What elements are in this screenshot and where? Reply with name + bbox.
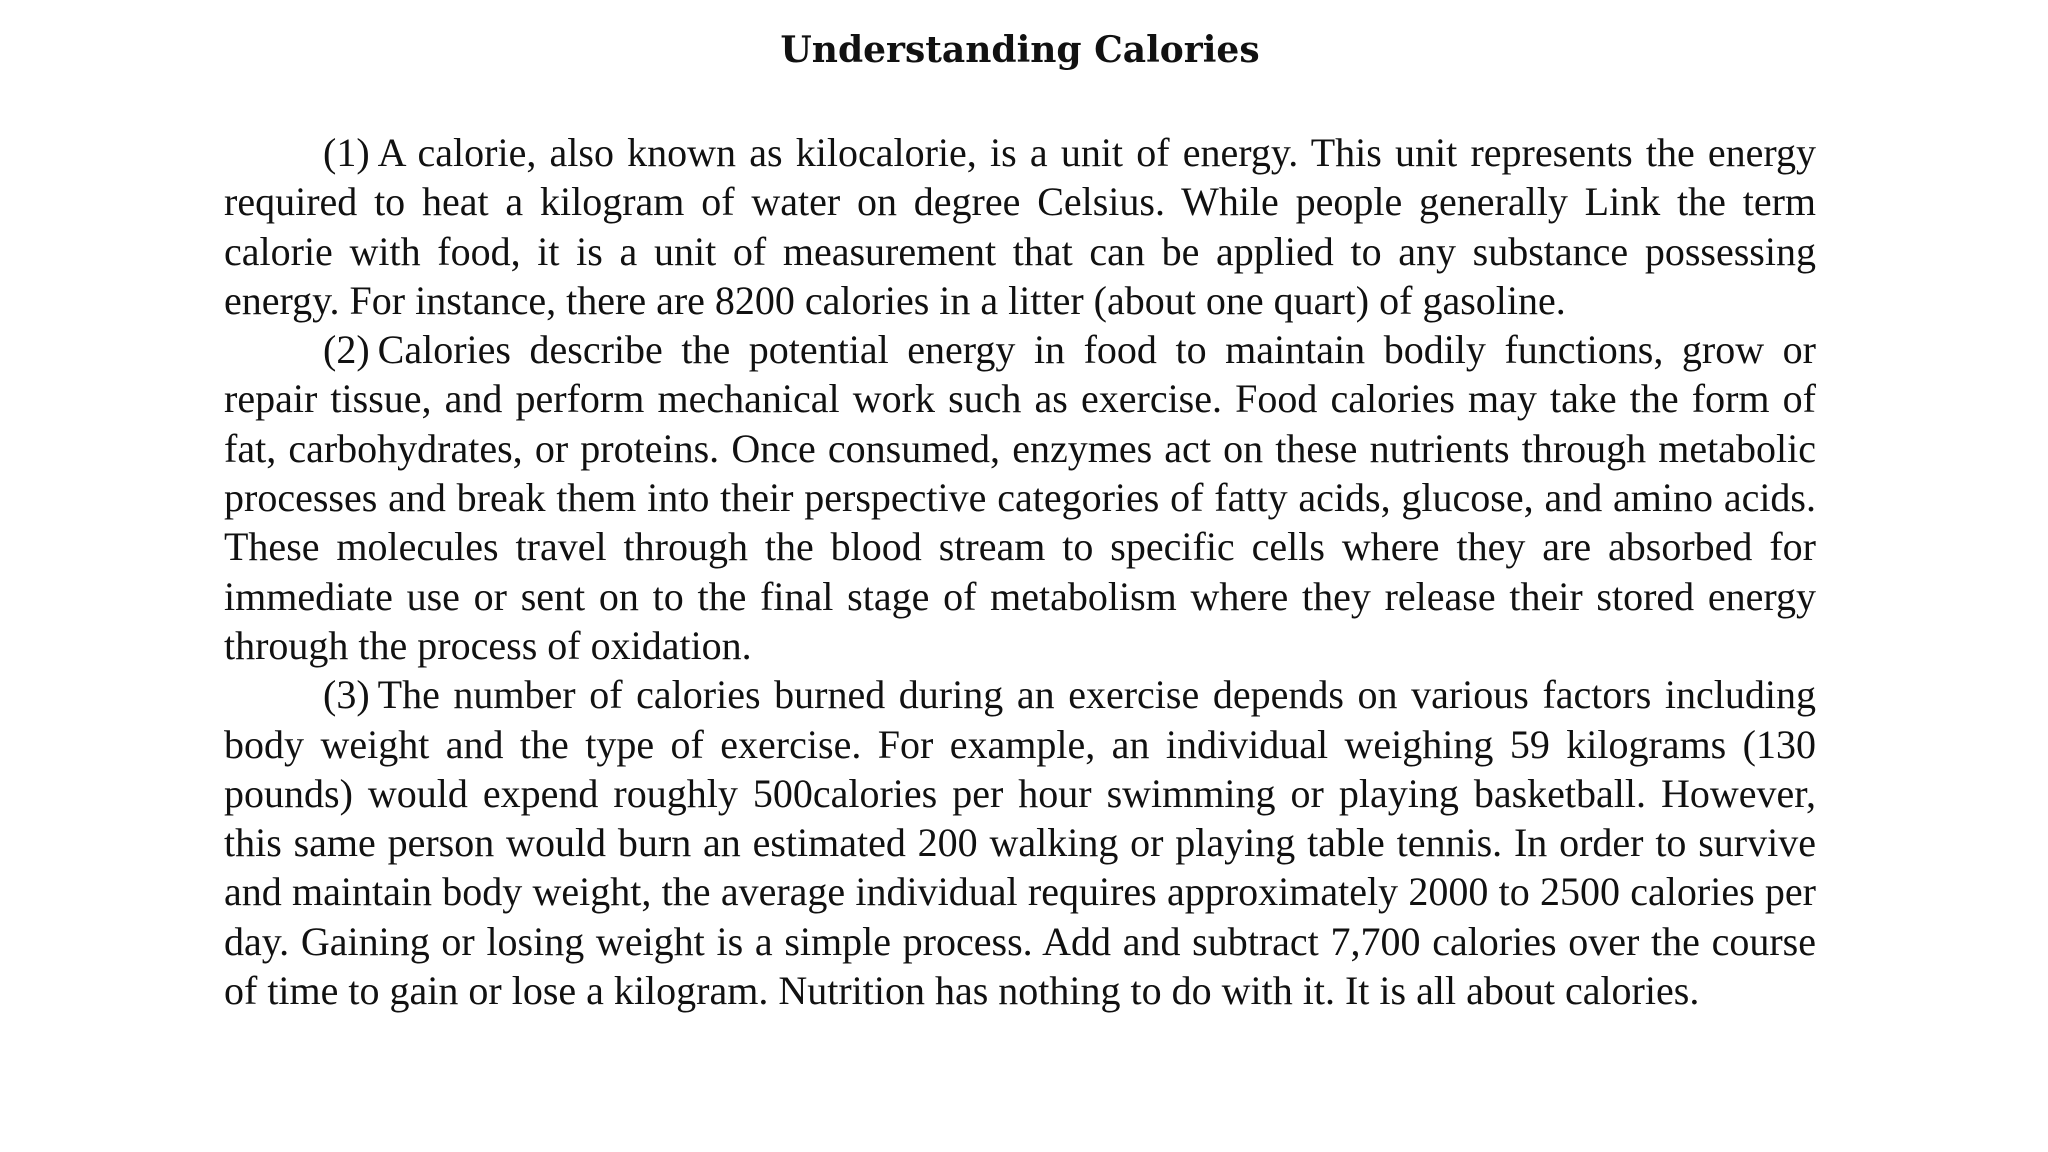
paragraph-number: (2)	[323, 327, 370, 373]
paragraph-number: (3)	[323, 672, 370, 718]
paragraph-1	[224, 128, 1816, 325]
paragraph-text: The number of calories burned during an exercise depends on various factors including body weight and the type of exercise. For example, an individual weighing 59 kilograms (130 pounds) would expend roughly 500calories per hour swimming or playing basketball. However, this same person would burn an estimated 200 walking or playing table tennis. In order to survive and maintain body weight, the average individual requires approximately 2000 to 2500 calories per day. Gaining or losing weight is a simple process. Add and subtract 7,700 calories over the course of time to gain or lose a kilogram. Nutrition has nothing to do with it. It is all about calories.	[224, 672, 1816, 1014]
paragraph-3	[224, 670, 1816, 1015]
paragraph-text: A calorie, also known as kilocalorie, is a unit of energy. This unit represents the energy required to heat a kilogram of water on degree Celsius. While people generally Link the term calorie with food, it is a unit of measurement that can be applied to any substance possessing energy. For instance, there are 8200 calories in a litter (about one quart) of gasoline.	[224, 130, 1816, 323]
paragraph-text: Calories describe the potential energy in food to maintain bodily functions, grow or repair tissue, and perform mechanical work such as exercise. Food calories may take the form of fat, carbohydrates, or proteins. Once consumed, enzymes act on these nutrients through metabolic processes and break them into their perspective categories of fatty acids, glucose, and amino acids. These molecules travel through the blood stream to specific cells where they are absorbed for immediate use or sent on to the final stage of metabolism where they release their stored energy through the process of oxidation.	[224, 327, 1816, 668]
article-body	[224, 128, 1816, 1015]
paragraph-number: (1)	[323, 130, 370, 175]
paragraph-2	[224, 325, 1816, 670]
document-title: Understanding Calories	[780, 29, 1260, 71]
